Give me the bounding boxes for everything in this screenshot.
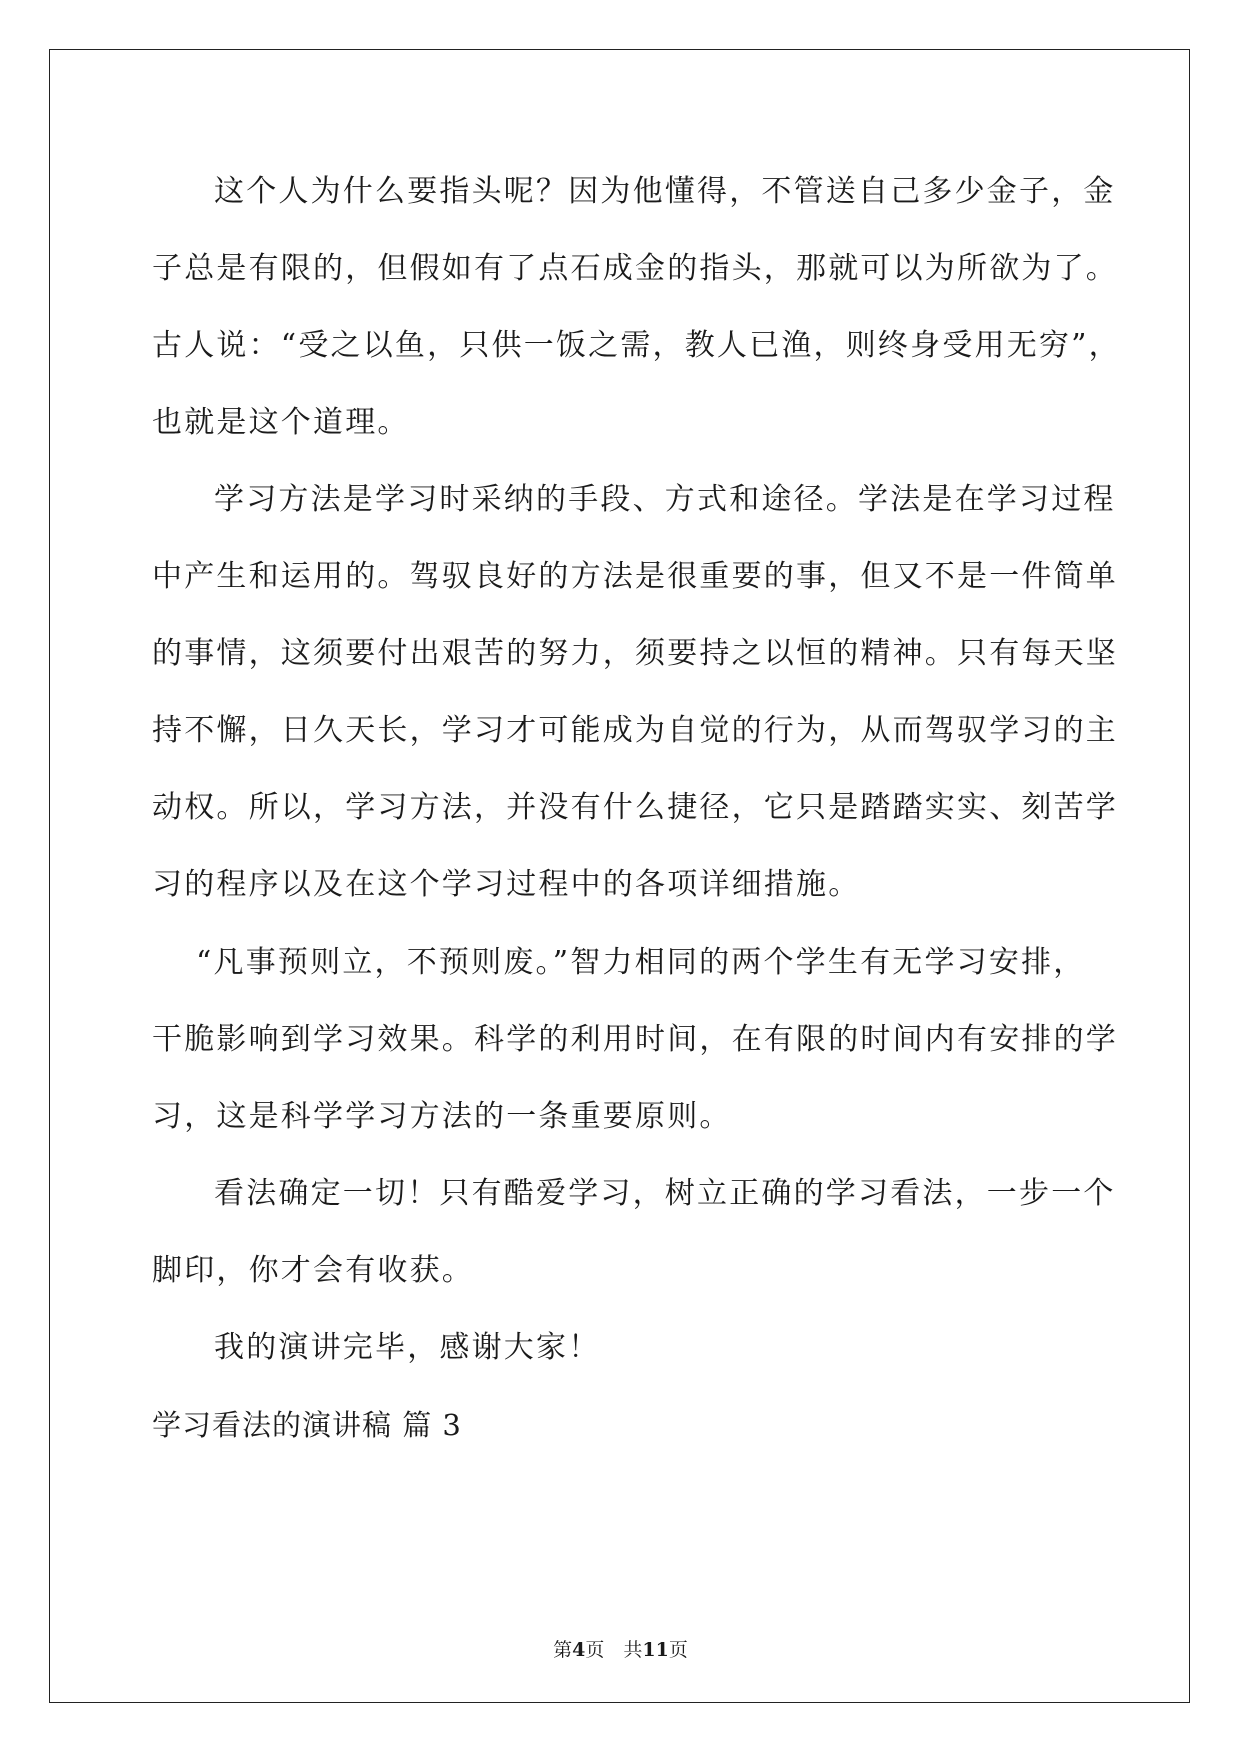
paragraph-2-line-6: 习的程序以及在这个学习过程中的各项详细措施。 (152, 867, 861, 902)
paragraph-4-line-1: 看法确定一切！只有酷爱学习，树立正确的学习看法，一步一个 (214, 1176, 1116, 1211)
footer-prefix: 第 (553, 1639, 573, 1661)
paragraph-2-line-3: 的事情，这须要付出艰苦的努力，须要持之以恒的精神。只有每天坚 (152, 636, 1118, 671)
paragraph-4-line-2: 脚印，你才会有收获。 (152, 1253, 474, 1288)
paragraph-1-line-4: 也就是这个道理。 (152, 405, 410, 440)
footer-middle: 页 共 (585, 1639, 643, 1661)
paragraph-3-line-1: “凡事预则立，不预则废。”智力相同的两个学生有无学习安排， (196, 945, 1086, 980)
paragraph-2-line-1: 学习方法是学习时采纳的手段、方式和途径。学法是在学习过程 (214, 482, 1116, 517)
page-footer (0, 1638, 1241, 1662)
footer-total-pages: 11 (642, 1639, 669, 1661)
paragraph-3-line-3: 习，这是科学学习方法的一条重要原则。 (152, 1099, 732, 1134)
section-heading: 学习看法的演讲稿 篇 3 (152, 1408, 462, 1442)
paragraph-5-line-1: 我的演讲完毕，感谢大家！ (214, 1330, 601, 1365)
paragraph-1-line-1: 这个人为什么要指头呢？因为他懂得，不管送自己多少金子，金 (214, 174, 1116, 209)
paragraph-1-line-3: 古人说：“受之以鱼，只供一饭之需，教人已渔，则终身受用无穷”， (152, 328, 1121, 363)
footer-current-page: 4 (572, 1639, 586, 1661)
paragraph-1-line-2: 子总是有限的，但假如有了点石成金的指头，那就可以为所欲为了。 (152, 251, 1118, 286)
paragraph-2-line-4: 持不懈，日久天长，学习才可能成为自觉的行为，从而驾驭学习的主 (152, 713, 1118, 748)
paragraph-2-line-5: 动权。所以，学习方法，并没有什么捷径，它只是踏踏实实、刻苦学 (152, 790, 1118, 825)
paragraph-3-line-2: 干脆影响到学习效果。科学的利用时间，在有限的时间内有安排的学 (152, 1022, 1118, 1057)
footer-suffix: 页 (668, 1639, 688, 1661)
paragraph-2-line-2: 中产生和运用的。驾驭良好的方法是很重要的事，但又不是一件简单 (152, 559, 1118, 594)
